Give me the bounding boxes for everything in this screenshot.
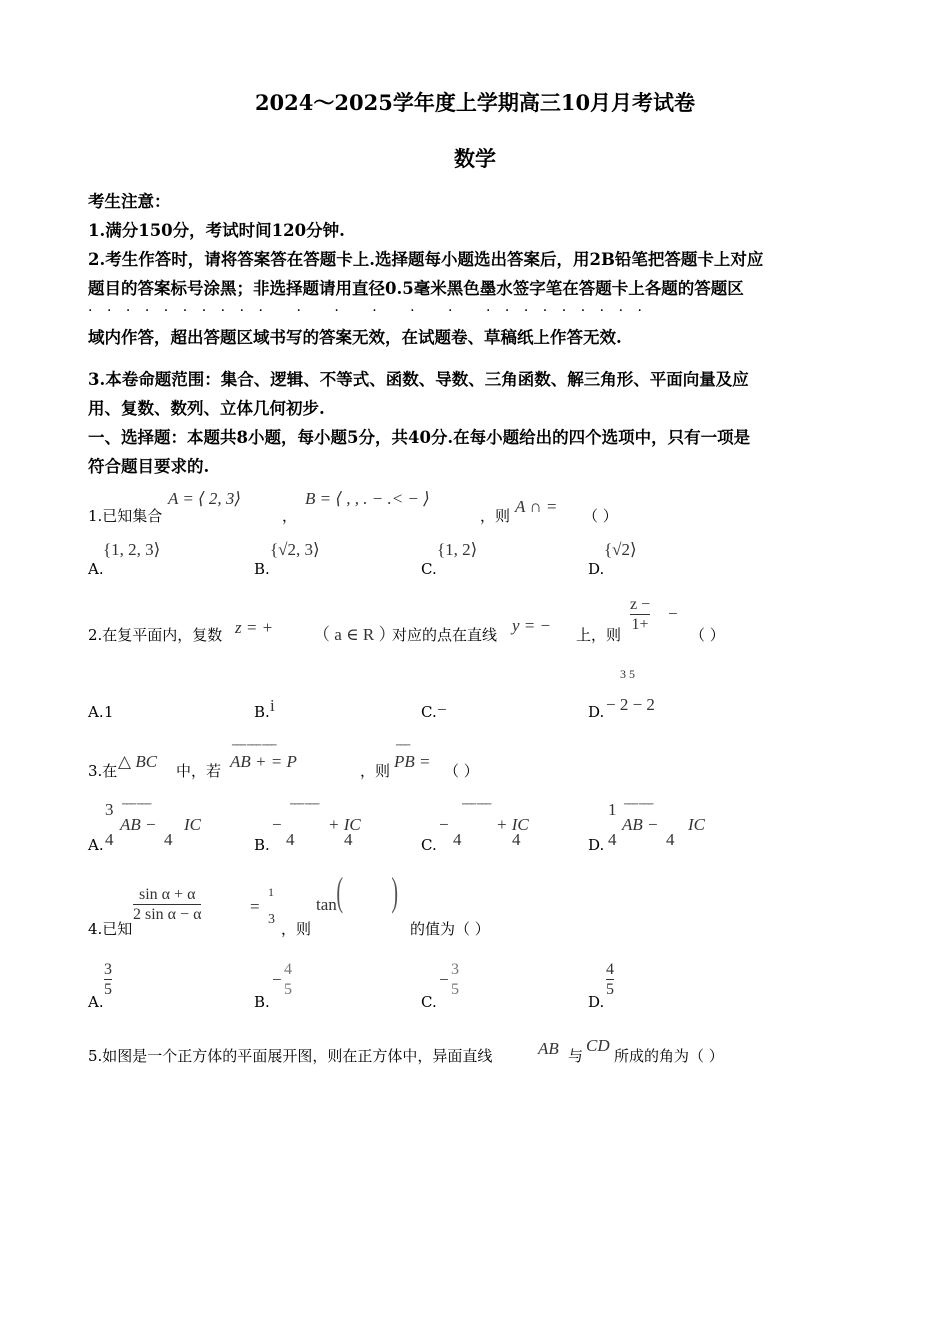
question-2-option-d-top: 3 5 xyxy=(620,667,635,681)
vector-arrow: ─── ─── ─── xyxy=(232,741,276,751)
notice-item-1: 1.满分150分，考试时间120分钟. xyxy=(88,221,345,240)
question-5-with: 与 xyxy=(568,1047,584,1065)
left-paren-icon: ( xyxy=(336,869,343,914)
notice-heading: 考生注意： xyxy=(88,192,171,211)
question-2-minus: − xyxy=(668,604,678,623)
question-1-set-b: B = ⟨ , , . − .< − ⟩ xyxy=(305,489,430,508)
question-4-option-b-fraction xyxy=(284,960,292,999)
question-3-option-c-label: C. xyxy=(421,836,437,854)
question-3-option-b-label: B. xyxy=(254,836,270,854)
vector-arrow: ─── ─── xyxy=(122,800,151,810)
question-4-tail: 的值为（ ） xyxy=(410,920,490,938)
question-2-answer-blank: （ ） xyxy=(690,626,725,644)
question-2-option-d-value: − 2 − 2 xyxy=(606,695,655,714)
question-3-option-c-den2: 4 xyxy=(512,830,521,849)
question-2-option-a-label: A. xyxy=(88,703,104,721)
question-4-option-a-label: A. xyxy=(88,993,104,1011)
question-5-lead: 5.如图是一个正方体的平面展开图，则在正方体中，异面直线 xyxy=(88,1047,493,1065)
question-3-option-a-num: 3 xyxy=(105,800,114,819)
question-3-option-d-vec2: IC xyxy=(688,815,705,834)
question-3-mid: 中，若 xyxy=(176,762,222,780)
question-4-rhs-top: 1 xyxy=(268,885,274,899)
question-4-fraction-numerator: sin α + α xyxy=(139,886,196,903)
question-4-fraction-denominator: 2 sin α − α xyxy=(133,906,202,923)
question-1-answer-blank: （ ） xyxy=(583,507,618,525)
question-3-triangle: △ BC xyxy=(118,752,158,771)
question-3-expression: AB + = P xyxy=(230,752,297,771)
question-4-option-d-num: 4 xyxy=(606,961,614,978)
question-3-option-c-vec2: + IC xyxy=(496,815,529,834)
question-4-option-c-num: 3 xyxy=(451,961,459,978)
question-2-option-c-label: C. xyxy=(421,703,437,721)
question-4-equals: = xyxy=(250,897,260,916)
question-2-fraction xyxy=(630,595,650,634)
question-1-option-d-value: {√2⟩ xyxy=(604,540,637,559)
question-4-option-a-den: 5 xyxy=(104,981,112,998)
question-2-z: z = + xyxy=(235,618,274,637)
question-4-option-d-fraction xyxy=(606,960,614,999)
question-3-option-c-vec1: − xyxy=(439,815,449,834)
notice-item-2-line-1: 2.考生作答时，请将答案答在答题卡上.选择题每小题选出答案后，用2B铅笔把答题卡上对应 xyxy=(88,250,764,269)
question-4-tan: tan xyxy=(316,895,337,914)
question-3-option-a-den: 4 xyxy=(105,830,114,849)
question-4-option-c-den: 5 xyxy=(451,981,459,998)
question-3-option-b-vec1: − xyxy=(272,815,282,834)
question-2-mid: 对应的点在直线 xyxy=(392,626,498,644)
question-3-option-a-vec1: AB − xyxy=(120,815,157,834)
question-4-lead: 4.已知 xyxy=(88,920,133,938)
question-3-option-a-vec2: IC xyxy=(184,815,201,834)
question-2-option-a-value: 1 xyxy=(104,703,114,721)
question-1-option-d-label: D. xyxy=(588,560,605,578)
question-4-option-b-den: 5 xyxy=(284,981,292,998)
question-2-condition: （ a ∈ R ） xyxy=(313,625,396,644)
question-3-option-c-den: 4 xyxy=(453,830,462,849)
question-2-lead: 2.在复平面内，复数 xyxy=(88,626,223,644)
question-4-then: ，则 xyxy=(281,920,312,938)
question-4-option-b-sign: − xyxy=(272,970,282,989)
question-2-option-c-value: − xyxy=(437,700,447,719)
question-2-option-b-label: B. xyxy=(254,703,270,721)
question-3-pb: PB = xyxy=(394,752,431,771)
question-3-then: ，则 xyxy=(360,762,391,780)
question-3-lead: 3.在 xyxy=(88,762,118,780)
question-2-fraction-denominator: 1+ xyxy=(631,616,649,633)
question-3-option-d-den: 4 xyxy=(608,830,617,849)
question-4-option-c-label: C. xyxy=(421,993,437,1011)
vector-arrow: ─── ─── xyxy=(462,800,491,810)
notice-item-3-line-1: 3.本卷命题范围：集合、逻辑、不等式、函数、导数、三角函数、解三角形、平面向量及应 xyxy=(88,370,749,389)
question-4-option-b-num: 4 xyxy=(284,961,292,978)
vector-arrow: ─── ─── xyxy=(290,800,319,810)
question-3-option-d-den2: 4 xyxy=(666,830,675,849)
notice-item-2-line-2: 题目的答案标号涂黑；非选择题请用直径0.5毫米黑色墨水签字笔在答题卡上各题的答题区 xyxy=(88,279,744,298)
question-5-ab: AB xyxy=(538,1039,559,1058)
question-5-tail: 所成的角为（ ） xyxy=(614,1047,724,1065)
question-4-option-d-den: 5 xyxy=(606,981,614,998)
vector-arrow: ─── xyxy=(396,741,410,751)
question-3-answer-blank: （ ） xyxy=(444,762,479,780)
notice-item-2-line-3: 域内作答，超出答题区域书写的答案无效，在试题卷、草稿纸上作答无效. xyxy=(88,328,622,347)
question-1-lead: 1.已知集合 xyxy=(88,507,163,525)
question-3-option-d-vec1: AB − xyxy=(622,815,659,834)
question-5-cd: CD xyxy=(586,1036,610,1055)
question-4-fraction xyxy=(133,885,201,924)
section-1-line-2: 符合题目要求的. xyxy=(88,457,210,476)
question-1-expression: A ∩ = xyxy=(515,497,558,516)
question-3-option-b-den2: 4 xyxy=(344,830,353,849)
subject-title: 数学 xyxy=(454,146,496,171)
question-3-option-a-label: A. xyxy=(88,836,104,854)
question-3-option-d-num: 1 xyxy=(608,800,617,819)
question-1-option-c-label: C. xyxy=(421,560,437,578)
question-4-option-d-label: D. xyxy=(588,993,605,1011)
question-1-option-b-value: {√2, 3⟩ xyxy=(270,540,320,559)
question-1-comma: ， xyxy=(282,507,298,525)
question-3-option-b-den: 4 xyxy=(286,830,295,849)
question-1-option-a-label: A. xyxy=(88,560,104,578)
question-3-option-b-vec2: + IC xyxy=(328,815,361,834)
question-3-option-d-label: D. xyxy=(588,836,605,854)
question-1-then: ，则 xyxy=(480,507,511,525)
question-4-option-c-fraction xyxy=(451,960,459,999)
question-1-option-b-label: B. xyxy=(254,560,270,578)
question-2-option-b-value: i xyxy=(270,696,275,715)
exam-title: 2024～2025学年度上学期高三10月月考试卷 xyxy=(254,90,696,115)
vector-arrow: ─── ─── xyxy=(624,800,653,810)
question-4-option-c-sign: − xyxy=(439,970,449,989)
question-1-set-a: A = ⟨ 2, 3⟩ xyxy=(168,489,242,508)
question-4-option-b-label: B. xyxy=(254,993,270,1011)
question-4-rhs-bottom: 3 xyxy=(268,912,275,927)
question-3-option-a-den2: 4 xyxy=(164,830,173,849)
question-4-option-a-num: 3 xyxy=(104,961,112,978)
emphasis-dots: ·········· · · · · · ········· xyxy=(88,303,657,319)
question-2-fraction-numerator: z − xyxy=(630,596,651,613)
question-4-option-a-fraction xyxy=(104,960,112,999)
notice-item-3-line-2: 用、复数、数列、立体几何初步. xyxy=(88,399,325,418)
question-2-on: 上，则 xyxy=(576,626,622,644)
question-2-option-d-label: D. xyxy=(588,703,605,721)
question-2-line: y = − xyxy=(512,616,551,635)
right-paren-icon: ) xyxy=(391,869,398,914)
question-1-option-a-value: {1, 2, 3⟩ xyxy=(103,540,161,559)
question-1-option-c-value: {1, 2⟩ xyxy=(437,540,478,559)
section-1-line-1: 一、选择题：本题共8小题，每小题5分，共40分.在每小题给出的四个选项中，只有一项是 xyxy=(88,428,751,447)
